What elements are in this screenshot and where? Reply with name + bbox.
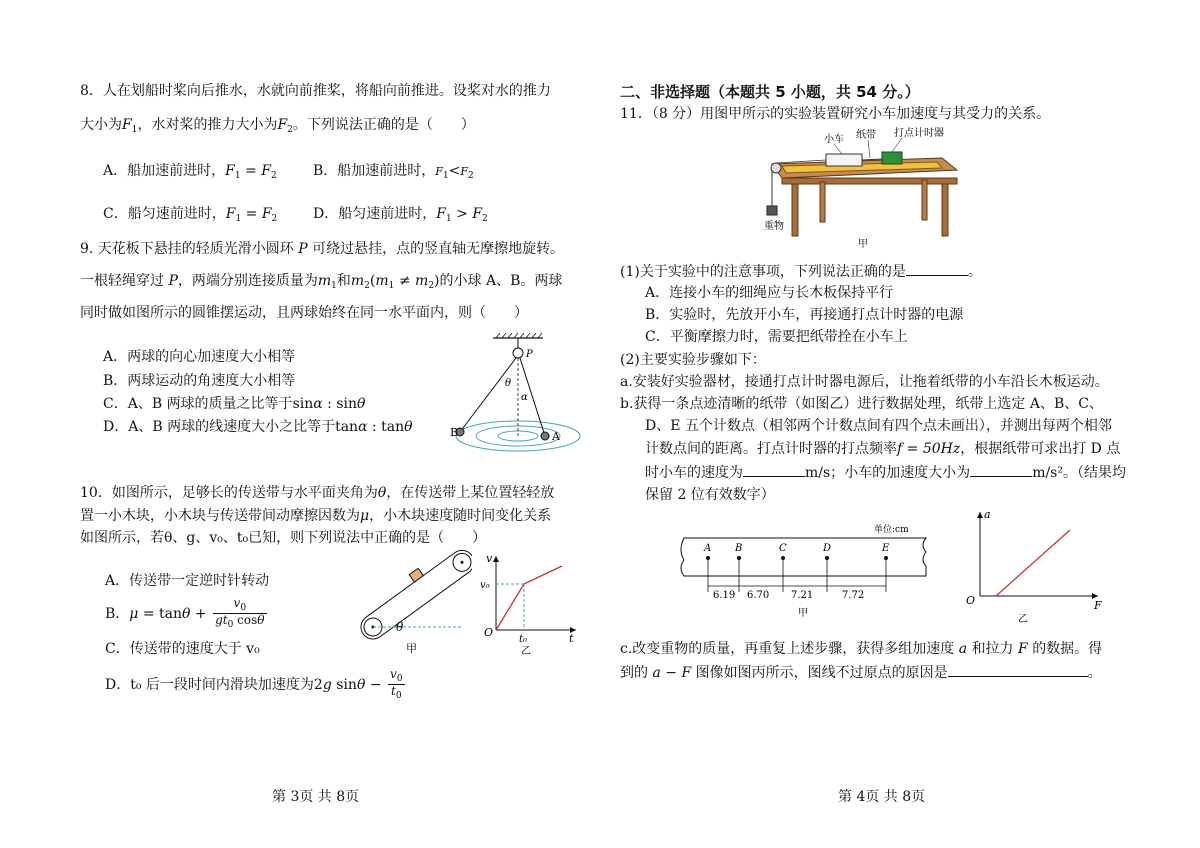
label-tape: 纸带 [856, 130, 876, 141]
q9-option-a: A．两球的向心加速度大小相等 [103, 349, 296, 365]
fig-caption-yi: 乙 [521, 646, 531, 657]
q11-step-b-line2: D、E 五个计数点（相邻两个计数点间有四个点未画出），并测出每两个相邻 [645, 418, 1112, 434]
q10-option-b: B．μ = tanθ + $\frac{v_0}{gt_0 \cos\theta}$ [105, 596, 265, 631]
label-car: 小车 [824, 134, 844, 145]
axis-label-t: t [569, 632, 574, 645]
label-weight: 重物 [764, 221, 784, 232]
q8-option-d: D．船匀速前进时，$F_1 > F_2$ [313, 206, 488, 224]
tape-distance-de: 7.72 [842, 590, 865, 601]
fig-label-theta: θ [505, 378, 512, 389]
axis-label-v: v [486, 552, 493, 565]
q11-step-c-line2: 到的 a − F 图像如图丙所示，图线不过原点的原因是 。 [620, 665, 1102, 681]
q11-part1-option-b: B．实验时，先放开小车，再接通打点计时器的电源 [645, 307, 964, 323]
q8-line1: 8．人在划船时桨向后推水，水就向前推桨，将船向前推进。设桨对水的推力 [80, 83, 551, 99]
fig-label-alpha: α [521, 392, 528, 403]
q11-aF-graph [958, 506, 1108, 630]
origin-label: O [484, 626, 494, 639]
q11-tape-figure [676, 520, 938, 620]
q10-conveyor-figure [352, 548, 472, 658]
q11-part1-option-c: C．平衡摩擦力时，需要把纸带拴在小车上 [645, 329, 908, 345]
q9-conical-pendulum-figure [448, 330, 588, 465]
tape-point-b: B [735, 543, 743, 554]
tape-point-a: A [704, 543, 712, 554]
tick-label-v0: v₀ [480, 580, 490, 591]
q8-line2: 大小为$F_1$，水对桨的推力大小为$F_2$。下列说法正确的是（ ） [80, 117, 475, 135]
fig-caption-jia: 甲 [406, 642, 417, 655]
fig-label-b: B [450, 426, 459, 439]
q10-option-a: A．传送带一定逆时针转动 [105, 573, 270, 589]
q10-line3: 如图所示，若θ、g、v₀、t₀已知，则下列说法中正确的是（ ） [80, 530, 487, 546]
q11-step-b-line5: 保留 2 位有效数字） [645, 487, 775, 503]
tape-distance-bc: 6.70 [747, 590, 770, 601]
q10-line2: 置一小木块，小木块与传送带间动摩擦因数为μ，小木块速度随时间变化关系 [80, 508, 552, 524]
origin-label: O [966, 594, 976, 607]
fig-label-p: P [526, 349, 533, 360]
q8-option-b: B．船加速前进时，$F_1<F_2$ [313, 163, 474, 181]
fig-caption-graph: 乙 [1018, 614, 1028, 625]
q11-intro: 11．（8 分）用图甲所示的实验装置研究小车加速度与其受力的关系。 [620, 106, 1051, 122]
q11-part1: (1)关于实验中的注意事项，下列说法正确的是 。 [620, 264, 982, 280]
q8-option-a: A．船加速前进时，$F_1 = F_2$ [103, 163, 277, 181]
tape-point-e: E [882, 543, 890, 554]
tape-distance-ab: 6.19 [713, 590, 736, 601]
q10-line1: 10．如图所示，足够长的传送带与水平面夹角为θ，在传送带上某位置轻轻放 [80, 485, 555, 501]
q10-option-d: D．t₀ 后一段时间内滑块加速度为2g sinθ − $\frac{v_0}{t_0}$ [105, 667, 403, 702]
fig-label-theta: θ [396, 620, 404, 634]
tape-point-d: D [823, 543, 832, 554]
fig-caption-tape: 甲 [798, 608, 808, 619]
label-timer: 打点计时器 [894, 128, 944, 139]
fig-caption-jia: 甲 [858, 239, 868, 250]
q11-part2: (2)主要实验步骤如下： [620, 352, 766, 368]
q11-step-c-line1: c.改变重物的质量，再重复上述步骤，获得多组加速度 a 和拉力 F 的数据。得 [620, 641, 1103, 657]
fig-label-a: A [552, 430, 560, 443]
section-title: 二、非选择题（本题共 5 小题，共 54 分。） [620, 83, 920, 101]
q9-option-d: D．A、B 两球的线速度大小之比等于tanα : tanθ [103, 419, 413, 435]
q11-apparatus-figure [762, 124, 962, 252]
tape-point-c: C [779, 543, 787, 554]
q9-line1: 9. 天花板下悬挂的轻质光滑小圆环 P 可绕过悬挂，点的竖直轴无摩擦地旋转。 [80, 241, 565, 257]
right-page-footer: 第 4页 共 8页 [838, 789, 926, 805]
q10-option-c: C．传送带的速度大于 v₀ [105, 641, 260, 657]
tick-label-t0: t₀ [519, 634, 528, 645]
q9-line2: 一根轻绳穿过 P，两端分别连接质量为$m_1$和$m_2(m_1 \ne m_2)$的小球 A、B。两球 [80, 273, 563, 291]
q11-step-a: a.安装好实验器材，接通打点计时器电源后，让拖着纸带的小车沿长木板运动。 [620, 374, 1109, 390]
q9-option-c: C．A、B 两球的质量之比等于sinα : sinθ [103, 396, 366, 412]
q10-vt-graph [476, 548, 586, 658]
axis-label-f: F [1094, 599, 1102, 612]
q11-step-b-line3: 计数点间的距离。打点计时器的打点频率f = 50Hz，根据纸带可求出打 D 点 [645, 441, 1121, 457]
q11-step-b-line4: 时小车的速度为 m/s；小车的加速度大小为 m/s²。（结果均 [645, 465, 1126, 481]
tape-distance-cd: 7.21 [791, 590, 814, 601]
q9-option-b: B．两球运动的角速度大小相等 [103, 373, 296, 389]
left-page-footer: 第 3页 共 8页 [272, 789, 360, 805]
tape-unit-label: 单位:cm [874, 525, 909, 535]
q8-option-c: C．船匀速前进时，$F_1 = F_2$ [103, 206, 278, 224]
q11-step-b-line1: b.获得一条点迹清晰的纸带（如图乙）进行数据处理，纸带上选定 A、B、C、 [620, 396, 1103, 412]
q9-line3: 同时做如图所示的圆锥摆运动，且两球始终在同一水平面内，则（ ） [80, 305, 528, 321]
q11-part1-option-a: A．连接小车的细绳应与长木板保持平行 [645, 285, 894, 301]
axis-label-a: a [984, 508, 991, 521]
